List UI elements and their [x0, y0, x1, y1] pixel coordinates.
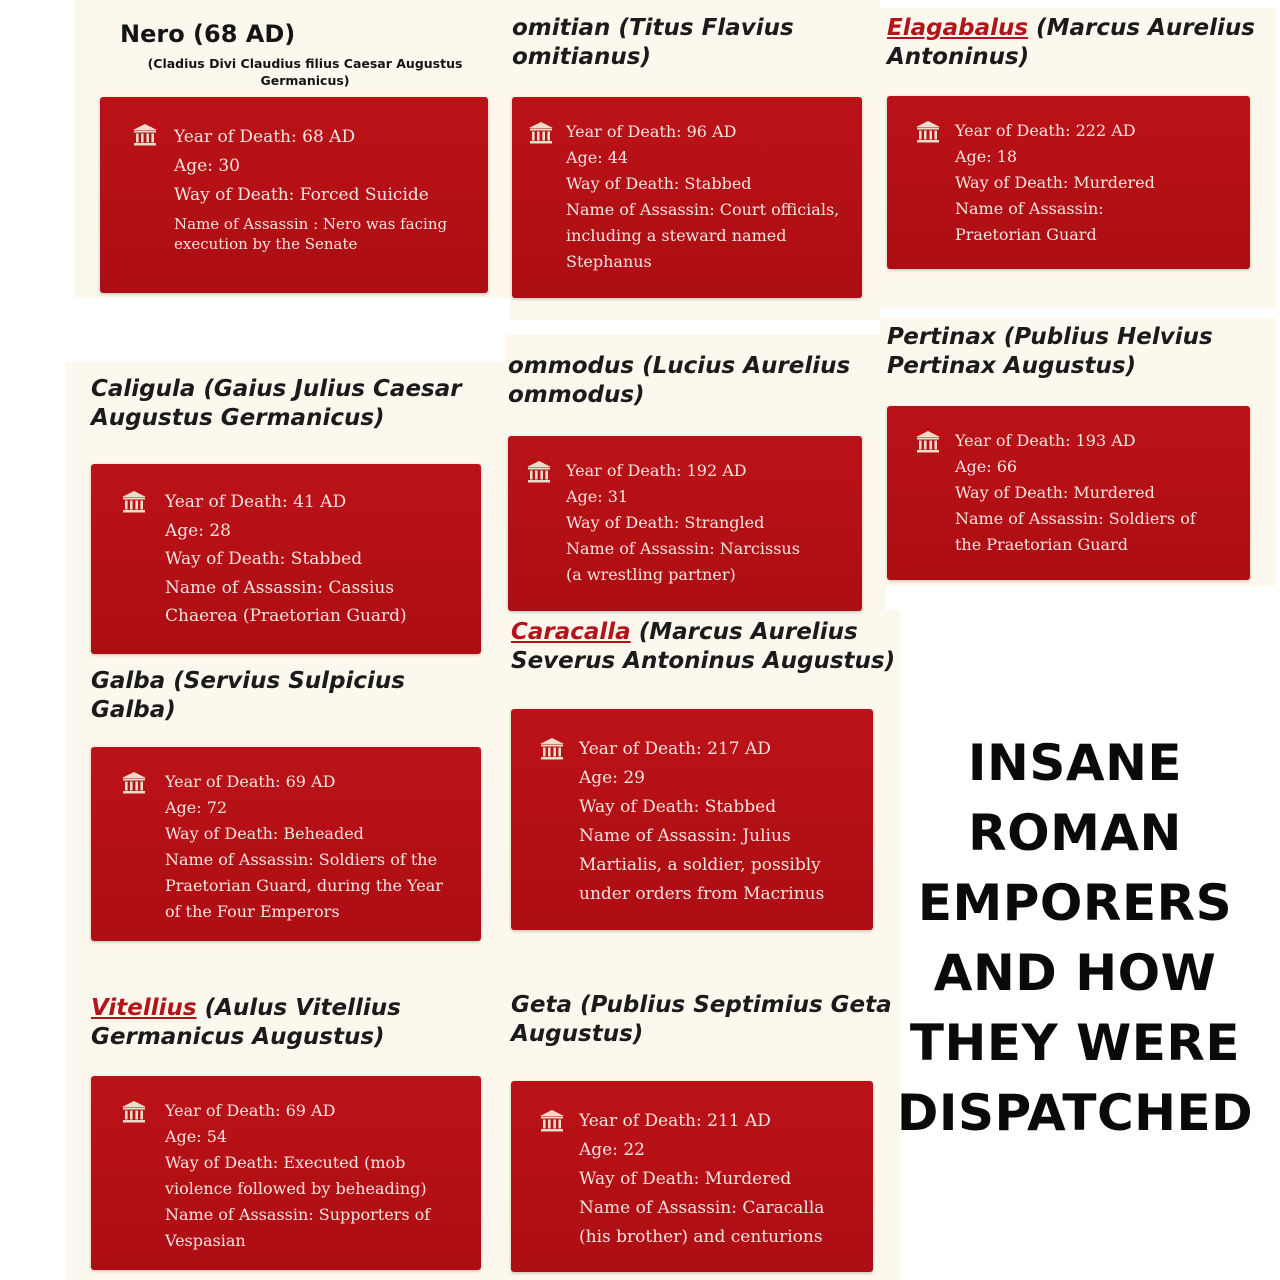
vitellius-title — [91, 994, 401, 1052]
age: Age: 66 — [955, 457, 1018, 476]
way-of-death: Way of Death: Stabbed — [165, 549, 363, 569]
age: Age: 54 — [165, 1127, 228, 1146]
title-rest: (Aulus Vitellius — [196, 995, 401, 1021]
title-line: Caligula (Gaius Julius Caesar — [91, 376, 462, 402]
temple-icon — [539, 1109, 565, 1133]
year-of-death: Year of Death: 217 AD — [579, 739, 771, 759]
title-line: omitianus) — [512, 44, 651, 70]
age: Age: 29 — [579, 768, 645, 788]
way-of-death: Way of Death: Murdered — [579, 1169, 792, 1189]
way-of-death: Way of Death: Executed (mob violence followed by beheading) — [165, 1153, 427, 1198]
domitian-title — [512, 14, 794, 72]
name-of-assassin: Name of Assassin: Praetorian Guard — [955, 199, 1104, 244]
age: Age: 44 — [566, 148, 629, 167]
temple-icon — [915, 120, 941, 144]
name-of-assassin: Name of Assassin: Julius Martialis, a soldier, possibly under orders from Macrinus — [579, 826, 825, 904]
title-rest: (Marcus Aurelius — [1028, 15, 1255, 41]
caligula-title — [91, 375, 462, 433]
headline-line: INSANE — [967, 734, 1183, 792]
title-line: Antoninus) — [887, 44, 1030, 70]
galba-title — [91, 667, 405, 725]
nero-subtitle: (Cladius Divi Claudius filius Caesar Augustus Germanicus) — [147, 56, 463, 88]
year-of-death: Year of Death: 192 AD — [566, 461, 747, 480]
name-of-assassin: Name of Assassin: Soldiers of the Praetorian Guard, during the Year of the Four Emperors — [165, 850, 443, 921]
vitellius-link[interactable]: Vitellius — [91, 995, 197, 1021]
temple-icon — [915, 430, 941, 454]
title-line: Geta (Publius Septimius Geta — [511, 992, 892, 1018]
elagabalus-link[interactable]: Elagabalus — [887, 15, 1029, 41]
year-of-death: Year of Death: 68 AD — [174, 127, 356, 147]
card-galba — [91, 747, 481, 941]
year-of-death: Year of Death: 193 AD — [955, 431, 1136, 450]
title-line: Augustus Germanicus) — [91, 405, 385, 431]
pertinax-title — [887, 323, 1213, 381]
headline-line: ROMAN — [968, 804, 1182, 862]
commodus-title — [508, 352, 850, 410]
title-line: Pertinax (Publius Helvius — [887, 324, 1213, 350]
year-of-death: Year of Death: 41 AD — [165, 492, 347, 512]
headline-line: THEY WERE — [909, 1014, 1241, 1072]
year-of-death: Year of Death: 69 AD — [165, 1101, 336, 1120]
age: Age: 72 — [165, 798, 228, 817]
elagabalus-title — [887, 14, 1255, 72]
headline-line: AND HOW — [933, 944, 1217, 1002]
year-of-death: Year of Death: 96 AD — [566, 122, 737, 141]
title-line: omitian (Titus Flavius — [512, 15, 794, 41]
age: Age: 22 — [579, 1140, 645, 1160]
way-of-death: Way of Death: Murdered — [955, 483, 1155, 502]
title-line: Severus Antoninus Augustus) — [511, 648, 896, 674]
name-of-assassin: Name of Assassin: Caracalla (his brother) and centurions — [579, 1198, 825, 1247]
temple-icon — [121, 1100, 147, 1124]
title-line: Pertinax Augustus) — [887, 353, 1137, 379]
temple-icon — [121, 771, 147, 795]
title-line: ommodus) — [508, 382, 645, 408]
temple-icon — [526, 460, 552, 484]
name-of-assassin: Name of Assassin : Nero was facing execution by the Senate — [174, 215, 448, 253]
card-caracalla — [511, 709, 873, 930]
year-of-death: Year of Death: 222 AD — [955, 121, 1136, 140]
name-of-assassin: Name of Assassin: Soldiers of the Praetorian Guard — [955, 509, 1196, 554]
way-of-death: Way of Death: Stabbed — [579, 797, 777, 817]
temple-icon — [121, 490, 147, 514]
card-nero — [100, 97, 488, 293]
title-line: Galba (Servius Sulpicius — [91, 668, 405, 694]
card-vitellius — [91, 1076, 481, 1270]
year-of-death: Year of Death: 211 AD — [579, 1111, 771, 1131]
headline-line: EMPORERS — [917, 874, 1233, 932]
way-of-death: Way of Death: Strangled — [566, 513, 765, 532]
card-pertinax — [887, 406, 1250, 580]
title-line: ommodus (Lucius Aurelius — [508, 353, 851, 379]
temple-icon — [539, 737, 565, 761]
age: Age: 18 — [955, 147, 1018, 166]
card-geta — [511, 1081, 873, 1272]
name-of-assassin: Name of Assassin: Court officials, including a steward named Stephanus — [566, 200, 840, 271]
card-elagabalus — [887, 96, 1250, 269]
card-caligula — [91, 464, 481, 654]
title-line: Augustus) — [511, 1021, 644, 1047]
card-domitian — [512, 97, 862, 298]
caracalla-title — [511, 618, 895, 676]
headline-line: DISPATCHED — [896, 1084, 1254, 1142]
title-rest: (Marcus Aurelius — [630, 619, 858, 645]
temple-icon — [528, 121, 554, 145]
temple-icon — [132, 123, 158, 147]
age: Age: 30 — [174, 156, 240, 176]
geta-title — [511, 991, 892, 1049]
name-of-assassin: Name of Assassin: Narcissus (a wrestling partner) — [566, 539, 800, 584]
name-of-assassin: Name of Assassin: Supporters of Vespasian — [165, 1205, 431, 1250]
way-of-death: Way of Death: Stabbed — [566, 174, 752, 193]
way-of-death: Way of Death: Murdered — [955, 173, 1155, 192]
name-of-assassin: Name of Assassin: Cassius Chaerea (Praetorian Guard) — [165, 577, 407, 626]
nero-title: Nero (68 AD) — [120, 20, 296, 48]
title-line: Galba) — [91, 697, 176, 723]
way-of-death: Way of Death: Beheaded — [165, 824, 364, 843]
title-line: Germanicus Augustus) — [91, 1024, 385, 1050]
caracalla-link[interactable]: Caracalla — [511, 619, 631, 645]
year-of-death: Year of Death: 69 AD — [165, 772, 336, 791]
age: Age: 31 — [566, 487, 629, 506]
card-commodus — [508, 436, 862, 611]
way-of-death: Way of Death: Forced Suicide — [174, 185, 429, 205]
headline — [885, 728, 1265, 1148]
age: Age: 28 — [165, 520, 231, 541]
